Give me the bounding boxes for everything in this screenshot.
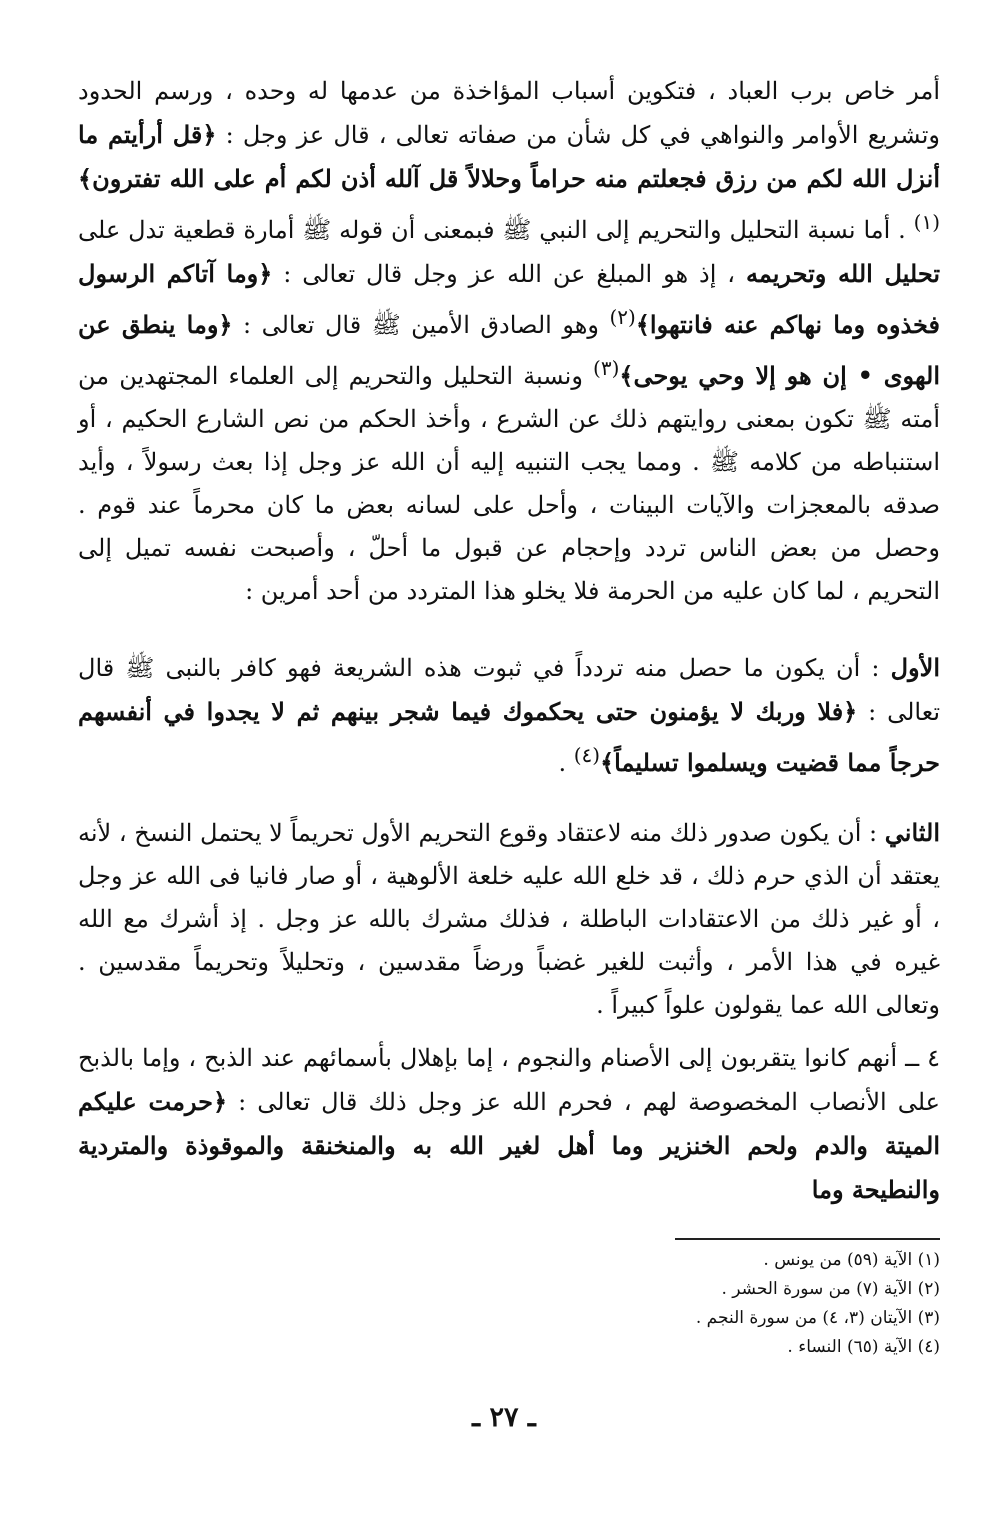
footnote-ref: (١): [913, 210, 940, 234]
text-segment: ونسبة التحليل والتحريم إلى العلماء المجتهدين من أمته ﷺ تكون بمعنى روايتهم ذلك عن الشرع ، وأخذ الحكم من نص الشارع الحكيم ، أو استنباطه من كلامه ﷺ . ومما يجب التنبيه إليه أن الله عز وجل إذا بعث رسولاً ، وأيد صدقه بالمعجزات والآيات البينات ، وأحل على لسانه بعض ما كان محرماً عند قوم . وحصل من بعض الناس تردد وإحجام عن قبول ما أحلّ ، وأصبحت نفسه تميل إلى التحريم ، لما كان عليه من الحرمة فلا يخلو هذا المتردد من أحد أمرين :: [78, 362, 940, 605]
paragraph-3: [78, 811, 940, 1027]
text-segment: وهو الصادق الأمين ﷺ قال تعالى :: [232, 311, 610, 339]
text-segment: : أن يكون صدور ذلك منه لاعتقاد وقوع التحريم الأول تحريماً لا يحتمل النسخ ، لأنه يعتقد أن الذي حرم ذلك ، قد خلع الله عليه خلعة الألوهية ، أو صار فانيا فى الله عز وجل ، أو غير ذلك من الاعتقادات الباطلة ، فذلك مشرك بالله عز وجل . إذ أشرك مع الله غيره في هذا الأمر ، وأثبت للغير غضباً ورضاً مقدسين ، وتحليلاً وتحريماً مقدسين . وتعالى الله عما يقولون علواً كبيراً .: [78, 819, 941, 1019]
main-text: [78, 70, 940, 1212]
footnote-divider: [675, 1238, 940, 1240]
footnote-item: (٤) الآية (٦٥) النساء .: [787, 1337, 940, 1357]
quran-quote: ﴿قل أرأيتم ما أنزل الله لكم من رزق فجعلتم منه حراماً وحلالاً قل آلله أذن لكم أم على الله تفترون﴾: [78, 120, 940, 193]
footnote-ref: (٣): [593, 356, 620, 380]
footnote-ref: (٤): [573, 743, 601, 767]
footnote-item: (١) الآية (٥٩) من يونس .: [763, 1250, 940, 1270]
text-segment: : أن يكون ما حصل منه تردداً في ثبوت هذه الشريعة فهو كافر بالنبى ﷺ قال تعالى :: [78, 654, 941, 726]
footnote-ref: (٢): [609, 305, 636, 329]
quran-quote: ﴿فلا وربك لا يؤمنون حتى يحكموك فيما شجر بينهم ثم لا يجدوا في أنفسهم حرجاً مما قضيت ويسلموا تسليماً﴾: [78, 697, 940, 777]
page-number: ـ ٢٧ ـ: [472, 1402, 536, 1433]
paragraph-4: [78, 1037, 940, 1212]
text-segment: أمر خاص برب العباد ، فتكوين أسباب المؤاخذة من عدمها له وحده ، ورسم الحدود وتشريع الأوامر والنواهي في كل شأن من صفاته تعالى ، قال عز وجل :: [78, 77, 941, 149]
bold-phrase: تحليل الله وتحريمه: [745, 259, 940, 288]
item-label: الثاني: [884, 818, 940, 847]
footnotes: [460, 1246, 940, 1362]
text-segment: .: [558, 749, 574, 777]
quran-quote: ﴿حرمت عليكم الميتة والدم ولحم الخنزير وما أهل لغير الله به والمنخنقة والموقوذة والمتردية والنطيحة وما: [78, 1087, 940, 1204]
footnote-item: (٢) الآية (٧) من سورة الحشر .: [721, 1279, 940, 1299]
text-segment: . أما نسبة التحليل والتحريم إلى النبي ﷺ فبمعنى أن قوله ﷺ أمارة قطعية تدل على: [78, 216, 914, 244]
text-segment: ، إذ هو المبلغ عن الله عز وجل قال تعالى :: [272, 260, 746, 288]
text-segment: ٤ ــ أنهم كانوا يتقربون إلى الأصنام والنجوم ، إما بإهلال بأسمائهم عند الذبح ، وإما بالذبح على الأنصاب المخصوصة لهم ، فحرم الله عز وجل ذلك قال تعالى :: [78, 1044, 941, 1116]
item-label: الأول: [890, 653, 940, 682]
paragraph-2: [78, 646, 940, 785]
quran-quote: ﴿وما ينطق عن الهوى • إن هو إلا وحي يوحى﴾: [78, 310, 940, 390]
quran-quote: ﴿وما آتاكم الرسول فخذوه وما نهاكم عنه فانتهوا﴾: [78, 259, 941, 339]
paragraph-1: [78, 70, 940, 613]
footnote-item: (٣) الآيتان (٣، ٤) من سورة النجم .: [695, 1308, 940, 1328]
